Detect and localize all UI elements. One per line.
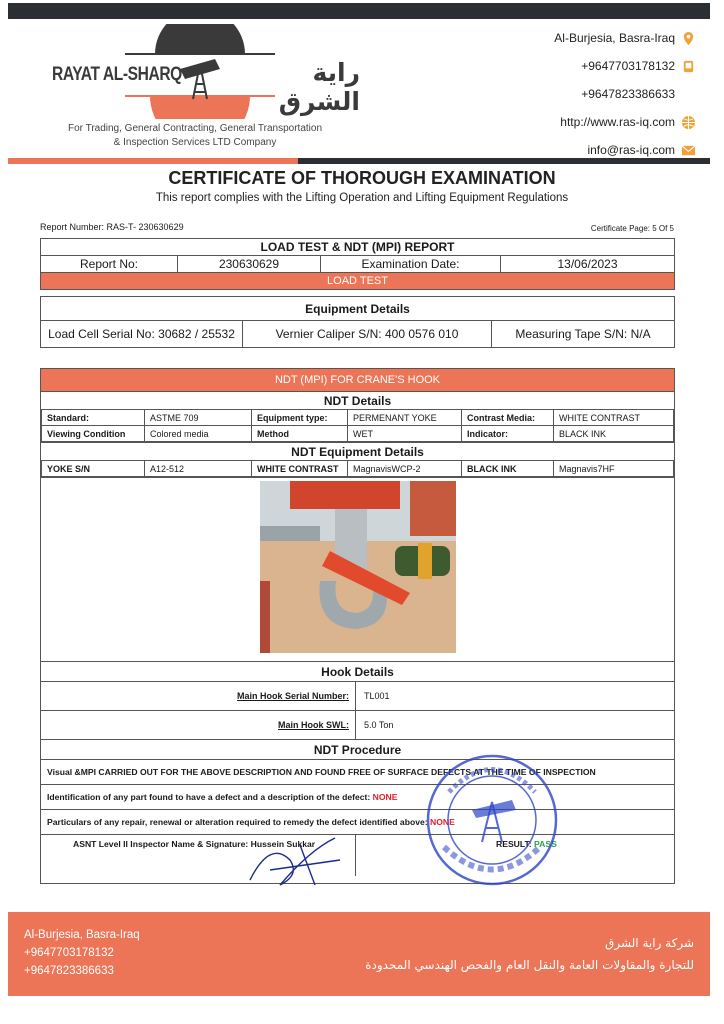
inspector-name: ASNT Level II Inspector Name & Signature: Hussein Sukkar: [41, 835, 356, 876]
report-no-label: Report No:: [41, 256, 178, 273]
website-text: http://www.ras-iq.com: [560, 115, 675, 129]
viewing-condition-value: Colored media: [145, 426, 252, 442]
footer-company-ar: [365, 932, 694, 976]
contact-phone-1: [554, 52, 696, 80]
repair-particulars-label: Particulars of any repair, renewal or alteration required to remedy the defect identified above:: [47, 817, 428, 827]
defect-identification-label: Identification of any part found to have a defect and a description of the defect:: [47, 792, 371, 802]
hook-swl-row: [41, 710, 674, 739]
standard-value: ASTME 709: [145, 410, 252, 426]
repair-particulars-value: NONE: [430, 817, 455, 827]
hook-serial-value: TL001: [364, 691, 390, 701]
exam-date-value: 13/06/2023: [501, 256, 675, 273]
phone-icon: [681, 59, 696, 74]
indicator-value: BLACK INK: [554, 426, 674, 442]
certificate-subtitle: This report complies with the Lifting Operation and Lifting Equipment Regulations: [155, 192, 569, 204]
report-summary-table: [40, 238, 675, 290]
equipment-details-title: Equipment Details: [41, 297, 674, 321]
footer-company-desc-ar: للتجارة والمقاولات العامة والنقل العام والفحص الهندسي المحدودة: [365, 958, 694, 972]
footer-phone-2: +9647823386633: [24, 965, 114, 977]
yoke-sn-label: YOKE S/N: [42, 461, 145, 477]
viewing-condition-label: Viewing Condition: [42, 426, 145, 442]
footer-phone-1: +9647703178132: [24, 947, 114, 959]
footer-address: Al-Burjesia, Basra-Iraq: [24, 929, 140, 941]
inspector-row: [41, 834, 674, 876]
method-label: Method: [252, 426, 348, 442]
result-value: PASS: [534, 839, 557, 849]
globe-icon: [681, 115, 696, 130]
location-pin-icon: [681, 31, 696, 46]
procedure-line-2: [41, 784, 674, 809]
contact-phone-2: [554, 80, 696, 108]
divider-accent: [8, 158, 298, 164]
equipment-type-label: Equipment type:: [252, 410, 348, 426]
brand-name-ar: راية الشرق: [278, 58, 360, 116]
inspector-signature: [240, 830, 350, 890]
defect-identification-value: NONE: [372, 792, 398, 802]
brand-tagline: [30, 122, 360, 150]
ndt-details-title: NDT Details: [41, 391, 674, 409]
ndt-equipment-title: NDT Equipment Details: [41, 442, 674, 460]
footer: [8, 912, 710, 996]
ndt-heading: NDT (MPI) FOR CRANE'S HOOK: [41, 369, 674, 391]
contact-website: [554, 108, 696, 136]
load-test-banner: LOAD TEST: [41, 273, 675, 290]
vernier-caliper-serial: Vernier Caliper S/N: 400 0576 010: [243, 321, 492, 347]
hook-details-title: Hook Details: [41, 661, 674, 681]
hook-serial-label: Main Hook Serial Number:: [41, 682, 356, 710]
result-label: RESULT:: [496, 839, 532, 849]
tagline-line-2: & Inspection Services LTD Company: [113, 137, 277, 148]
ndt-section: [40, 368, 675, 884]
mail-icon: [681, 143, 696, 158]
company-stamp: [424, 752, 560, 888]
hook-swl-value: 5.0 Ton: [364, 720, 394, 730]
measuring-tape-serial: Measuring Tape S/N: N/A: [515, 327, 651, 341]
certificate-title: CERTIFICATE OF THOROUGH EXAMINATION: [168, 168, 556, 188]
top-bar: [8, 3, 710, 19]
equipment-details: [40, 296, 675, 348]
contrast-media-label: Contrast Media:: [462, 410, 554, 426]
ndt-equipment-table: [41, 460, 674, 477]
brand-name-en: RAYAT AL-SHARQ: [52, 64, 182, 85]
ndt-details-table: [41, 409, 674, 442]
divider-dark: [298, 158, 710, 164]
phone2-text: +9647823386633: [581, 87, 675, 101]
hook-swl-label: Main Hook SWL:: [41, 711, 356, 739]
tagline-line-1: For Trading, General Contracting, General Transportation: [67, 123, 323, 134]
footer-company-name-ar: شركة راية الشرق: [605, 936, 694, 950]
report-no-value: 230630629: [178, 256, 321, 273]
certificate-page-line: Certificate Page: 5 Of 5: [590, 224, 674, 233]
yoke-sn-value: A12-512: [145, 461, 252, 477]
white-contrast-value: MagnavisWCP-2: [348, 461, 462, 477]
black-ink-value: Magnavis7HF: [554, 461, 674, 477]
standard-label: Standard:: [42, 410, 145, 426]
crane-hook-photo: [260, 481, 456, 653]
hook-serial-row: [41, 681, 674, 710]
method-value: WET: [348, 426, 462, 442]
procedure-line-1: Visual &MPI CARRIED OUT FOR THE ABOVE DESCRIPTION AND FOUND FREE OF SURFACE DEFECTS AT THE TIME OF INSPECTION: [41, 759, 674, 784]
hook-photo-area: [41, 477, 674, 661]
phone1-text: +9647703178132: [581, 59, 675, 73]
contact-block: [554, 24, 696, 164]
white-contrast-label: WHITE CONTRAST: [252, 461, 348, 477]
exam-date-label: Examination Date:: [321, 256, 501, 273]
equipment-type-value: PERMENANT YOKE: [348, 410, 462, 426]
contrast-media-value: WHITE CONTRAST: [554, 410, 674, 426]
email-text: info@ras-iq.com: [587, 143, 675, 157]
black-ink-label: BLACK INK: [462, 461, 554, 477]
report-heading: LOAD TEST & NDT (MPI) REPORT: [41, 239, 675, 256]
company-logo: [30, 24, 360, 149]
address-text: Al-Burjesia, Basra-Iraq: [554, 31, 675, 45]
report-number-line: Report Number: RAS-T- 230630629: [40, 222, 184, 232]
ndt-procedure-title: NDT Procedure: [41, 739, 674, 759]
contact-address: [554, 24, 696, 52]
footer-contact: [24, 926, 140, 980]
procedure-line-3: [41, 809, 674, 834]
load-cell-serial: Load Cell Serial No: 30682 / 25532: [41, 321, 243, 347]
indicator-label: Indicator:: [462, 426, 554, 442]
